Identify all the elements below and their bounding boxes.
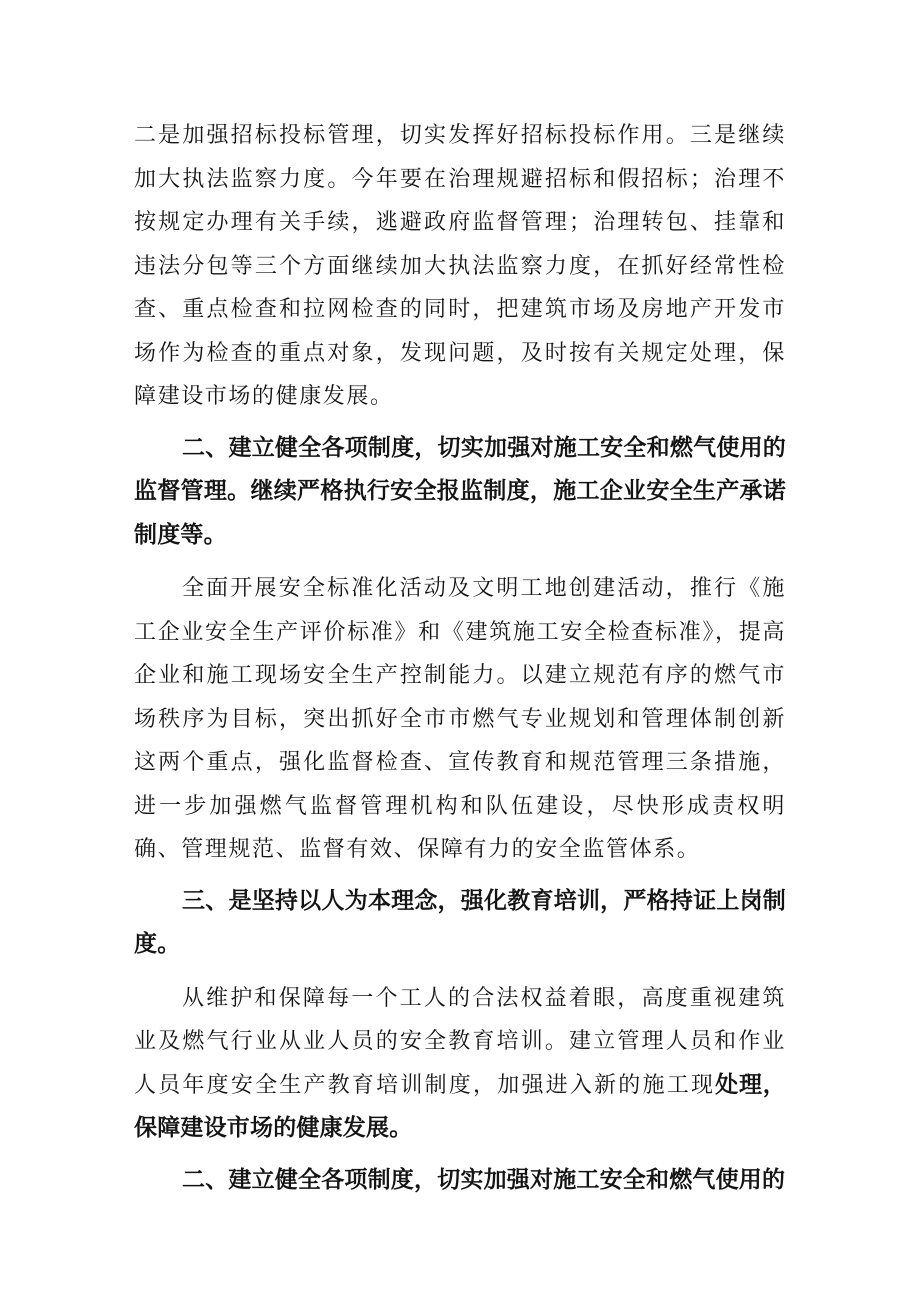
paragraph-bidding-supervision: 二是加强招标投标管理，切实发挥好招标投标作用。三是继续加大执法监察力度。今年要在治理规避招标和假招标；治理不按规定办理有关手续，逃避政府监督管理；治理转包、挂靠和违法分包等三个方面继续加大执法监察力度，在抓好经常性检查、重点检查和拉网检查的同时，把建筑市场及房地产开发市场作为检查的重点对象，发现问题，及时按有关规定处理，保障建设市场的健康发展。 (134, 123, 786, 409)
paragraph-worker-training-sans: 处理，保障建设市场的健康发展。 (134, 1071, 786, 1141)
heading-safety-system: 二、建立健全各项制度，切实加强对施工安全和燃气使用的监督管理。继续严格执行安全报监制度，施工企业安全生产承诺制度等。 (134, 434, 786, 548)
heading-education-training: 三、是坚持以人为本理念，强化教育培训，严格持证上岗制度。 (134, 887, 786, 957)
paragraph-safety-standardization: 全面开展安全标准化活动及文明工地创建活动，推行《施工企业安全生产评价标准》和《建筑施工安全检查标准》，提高企业和施工现场安全生产控制能力。以建立规范有序的燃气市场秩序为目标，突出抓好全市市燃气专业规划和管理体制创新这两个重点，强化监督检查、宣传教育和规范管理三条措施，进一步加强燃气监督管理机构和队伍建设，尽快形成责权明确、管理规范、监督有效、保障有力的安全监管体系。 (134, 576, 786, 862)
document-body (134, 114, 786, 1202)
paragraph-worker-training (134, 977, 786, 1151)
paragraph-worker-training-serif: 从维护和保障每一个工人的合法权益着眼，高度重视建筑业及燃气行业从业人员的安全教育培训。建立管理人员和作业人员年度安全生产教育培训制度，加强进入新的施工现 (134, 985, 786, 1098)
heading-safety-system-repeat: 二、建立健全各项制度，切实加强对施工安全和燃气使用的 (182, 1166, 786, 1193)
